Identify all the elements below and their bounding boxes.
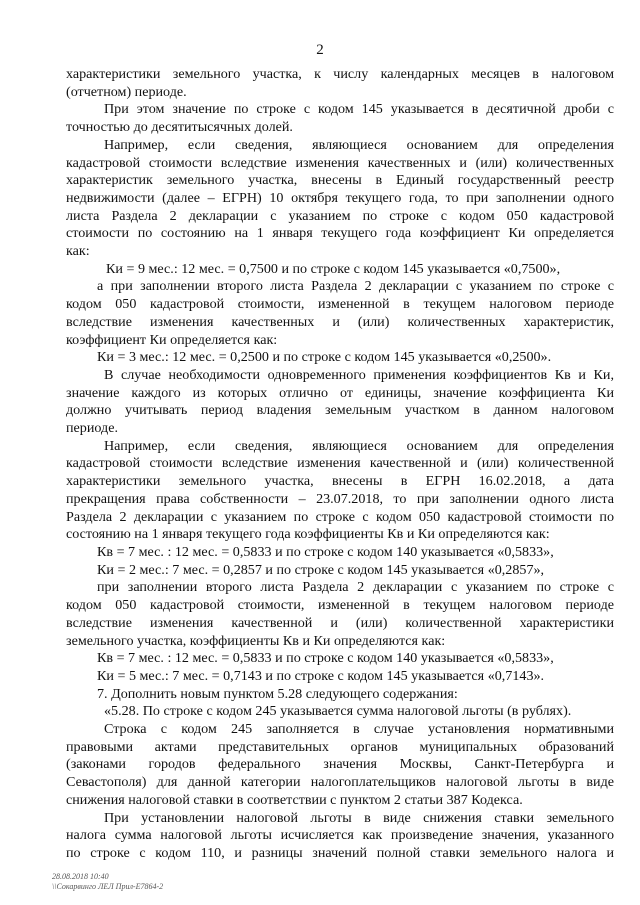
page-number: 2 — [316, 42, 324, 58]
text-line: кодом 050 кадастровой стоимости, измененной в текущем налоговом периоде — [66, 296, 614, 313]
text-line: характеристик земельного участка, внесены в Единый государственный реестр — [66, 172, 614, 189]
document-body — [66, 66, 614, 863]
text-line: Например, если сведения, являющиеся основанием для определения — [104, 136, 614, 153]
text-line: характеристики земельного участка, внесены в ЕГРН 16.02.2018, а дата — [66, 473, 614, 490]
text-line: при заполнении второго листа Раздела 2 декларации с указанием по строке с — [97, 579, 614, 596]
text-line: стоимости по состоянию на 1 января текущего года коэффициент Ки определяется — [66, 225, 614, 242]
text-line: вследствие изменения качественных и (или) количественных характеристик, — [66, 313, 614, 330]
text-line: коэффициент Ки определяется как: — [66, 331, 278, 348]
text-line: вследствие изменения качественной и (или) количественной характеристики — [66, 614, 614, 631]
text-line: кодом 050 кадастровой стоимости, измененной в текущем налоговом периоде — [66, 597, 614, 614]
text-line: правовыми актами представительных органов муниципальных образований — [66, 738, 614, 755]
text-line: Ки = 3 мес.: 12 мес. = 0,2500 и по строке с кодом 145 указывается «0,2500». — [97, 349, 552, 366]
text-line: Строка с кодом 245 заполняется в случае установления нормативными — [104, 721, 614, 738]
text-line: налога сумма налоговой льготы исчисляется как произведение значения, указанного — [66, 827, 614, 844]
footer-timestamp: 28.08.2018 10:40 — [52, 872, 109, 881]
text-line: точностью до десятитысячных долей. — [66, 119, 293, 136]
text-line: При этом значение по строке с кодом 145 указывается в десятичной дроби с — [104, 101, 614, 118]
text-line: должно учитывать период владения земельным участком в данном налоговом — [66, 402, 614, 419]
text-line: земельного участка, коэффициенты Кв и Ки определяются как: — [66, 632, 446, 649]
text-line: Ки = 2 мес.: 7 мес. = 0,2857 и по строке с кодом 145 указывается «0,2857», — [97, 561, 545, 578]
text-line: снижения налоговой ставки в соответствии с пунктом 2 статьи 387 Кодекса. — [66, 791, 523, 808]
text-line: по строке с кодом 110, и разницы значений полной ставки земельного налога и — [66, 844, 614, 861]
text-line: Ки = 5 мес.: 7 мес. = 0,7143 и по строке с кодом 145 указывается «0,7143». — [97, 667, 545, 684]
text-line: а при заполнении второго листа Раздела 2 декларации с указанием по строке с — [97, 278, 614, 295]
text-line: Кв = 7 мес. : 12 мес. = 0,5833 и по строке с кодом 140 указывается «0,5833», — [97, 650, 554, 667]
text-line: (отчетном) периоде. — [66, 83, 187, 100]
footer-path: \\Сокарвинго ЛЕЛ Прил-Е7864-2 — [52, 882, 164, 891]
text-line: 7. Дополнить новым пунктом 5.28 следующего содержания: — [97, 685, 458, 702]
text-line: Севастополя) для данной категории налогоплательщиков налоговой льготы в виде — [66, 774, 614, 791]
text-line: При установлении налоговой льготы в виде снижения ставки земельного — [104, 809, 614, 826]
text-line: кадастровой стоимости вследствие изменения качественных и (или) количественных — [66, 154, 614, 171]
text-line: прекращения права собственности – 23.07.2018, то при заполнении одного листа — [66, 490, 614, 507]
footer-stamp — [52, 872, 163, 892]
text-line: «5.28. По строке с кодом 245 указывается сумма налоговой льготы (в рублях). — [104, 703, 572, 720]
text-line: кадастровой стоимости вследствие изменения качественной и (или) количественной — [66, 455, 614, 472]
text-line: (законами городов федерального значения Москвы, Санкт-Петербурга и — [66, 756, 614, 773]
text-line: листа Раздела 2 декларации с указанием по строке с кодом 050 кадастровой — [66, 207, 614, 224]
text-line: В случае необходимости одновременного применения коэффициентов Кв и Ки, — [104, 366, 614, 383]
text-line: Ки = 9 мес.: 12 мес. = 0,7500 и по строке с кодом 145 указывается «0,7500», — [106, 260, 561, 277]
text-line: Кв = 7 мес. : 12 мес. = 0,5833 и по строке с кодом 140 указывается «0,5833», — [97, 543, 554, 560]
text-line: как: — [66, 243, 90, 260]
text-line: Например, если сведения, являющиеся основанием для определения — [104, 437, 614, 454]
text-line: характеристики земельного участка, к числу календарных месяцев в налоговом — [66, 66, 614, 82]
text-line: Раздела 2 декларации с указанием по строке с кодом 050 кадастровой стоимости по — [66, 508, 614, 525]
text-line: недвижимости (далее – ЕГРН) 10 октября текущего года, то при заполнении одного — [66, 189, 614, 206]
text-line: значение каждого из которых отлично от единицы, значение коэффициента Ки — [66, 384, 614, 401]
text-line: состоянию на 1 января текущего года коэффициенты Кв и Ки определяются как: — [66, 526, 550, 543]
text-line: периоде. — [66, 420, 118, 437]
